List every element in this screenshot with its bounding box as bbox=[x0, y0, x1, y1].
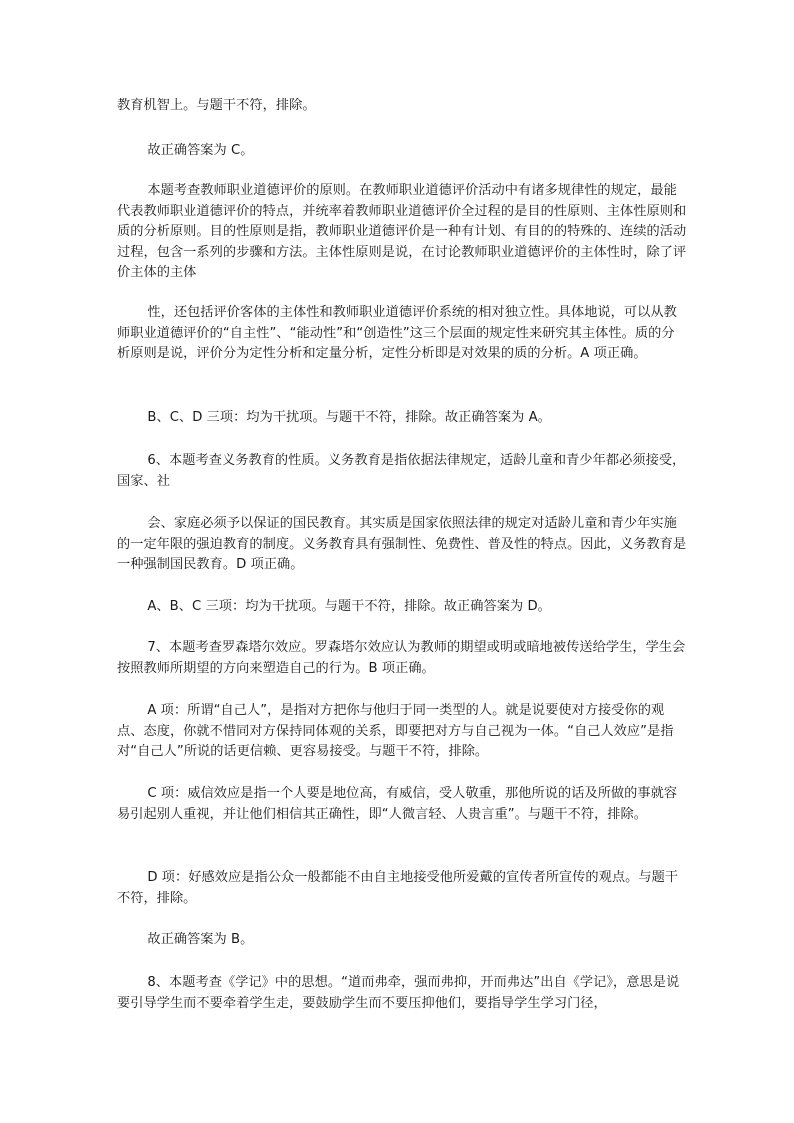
paragraph-6: 6、本题考查义务教育的性质。义务教育是指依据法律规定，适龄儿童和青少年都必须接受，国家、社 bbox=[117, 453, 686, 489]
paragraph-14: 8、本题考查《学记》中的思想。“道而弗牵，强而弗抑，开而弗达”出自《学记》，意思是说要引导学生而不要牵着学生走，要鼓励学生而不要压抑他们，要指导学生学习门径， bbox=[117, 975, 680, 1011]
paragraph-10: A 项：所谓“自己人”，是指对方把你与他归于同一类型的人。就是说要使对方接受你的观点、态度，你就不惜同对方保持同体观的关系，即要把对方与自己视为一体。“自己人效应”是指对“自己人”所说的话更信赖、更容易接受。与题干不符，排除。 bbox=[117, 703, 674, 759]
paragraph-7: 会、家庭必须予以保证的国民教育。其实质是国家依照法律的规定对适龄儿童和青少年实施的一定年限的强迫教育的制度。义务教育具有强制性、免费性、普及性的特点。因此，义务教育是一种强制国民教育。D 项正确。 bbox=[117, 516, 687, 572]
paragraph-4: 性，还包括评价客体的主体性和教师职业道德评价系统的相对独立性。具体地说，可以从教师职业道德评价的“自主性”、“能动性”和“创造性”这三个层面的规定性来研究其主体性。质的分析原则是说，评价分为定性分析和定量分析，定性分析即是对效果的质的分析。A 项正确。 bbox=[117, 305, 677, 361]
paragraph-9: 7、本题考查罗森塔尔效应。罗森塔尔效应认为教师的期望或明或暗地被传送给学生，学生会按照教师所期望的方向来塑造自己的行为。B 项正确。 bbox=[117, 640, 686, 676]
paragraph-11: C 项：威信效应是指一个人要是地位高，有威信，受人敬重，那他所说的话及所做的事就容易引起别人重视，并让他们相信其正确性，即“人微言轻、人贵言重”。与题干不符，排除。 bbox=[117, 786, 678, 822]
paragraph-3: 本题考查教师职业道德评价的原则。在教师职业道德评价活动中有诸多规律性的规定，最能代表教师职业道德评价的特点，并统率着教师职业道德评价全过程的是目的性原则、主体性原则和质的分析原则。目的性原则是指，教师职业道德评价是一种有计划、有目的的特殊的、连续的活动过程，包含一系列的步骤和方法。主体性原则是说，在讨论教师职业道德评价的主体性时，除了评价主体的主体 bbox=[117, 183, 687, 280]
paragraph-2: 故正确答案为 C。 bbox=[147, 143, 254, 158]
paragraph-8: A、B、C 三项：均为干扰项。与题干不符，排除。故正确答案为 D。 bbox=[147, 599, 551, 614]
paragraph-13: 故正确答案为 B。 bbox=[147, 932, 254, 947]
paragraph-5: B、C、D 三项：均为干扰项。与题干不符，排除。故正确答案为 A。 bbox=[147, 410, 551, 425]
paragraph-1: 教育机智上。与题干不符，排除。 bbox=[117, 98, 316, 113]
paragraph-12: D 项：好感效应是指公众一般都能不由自主地接受他所爱戴的宣传者所宣传的观点。与题干不符，排除。 bbox=[117, 870, 679, 906]
